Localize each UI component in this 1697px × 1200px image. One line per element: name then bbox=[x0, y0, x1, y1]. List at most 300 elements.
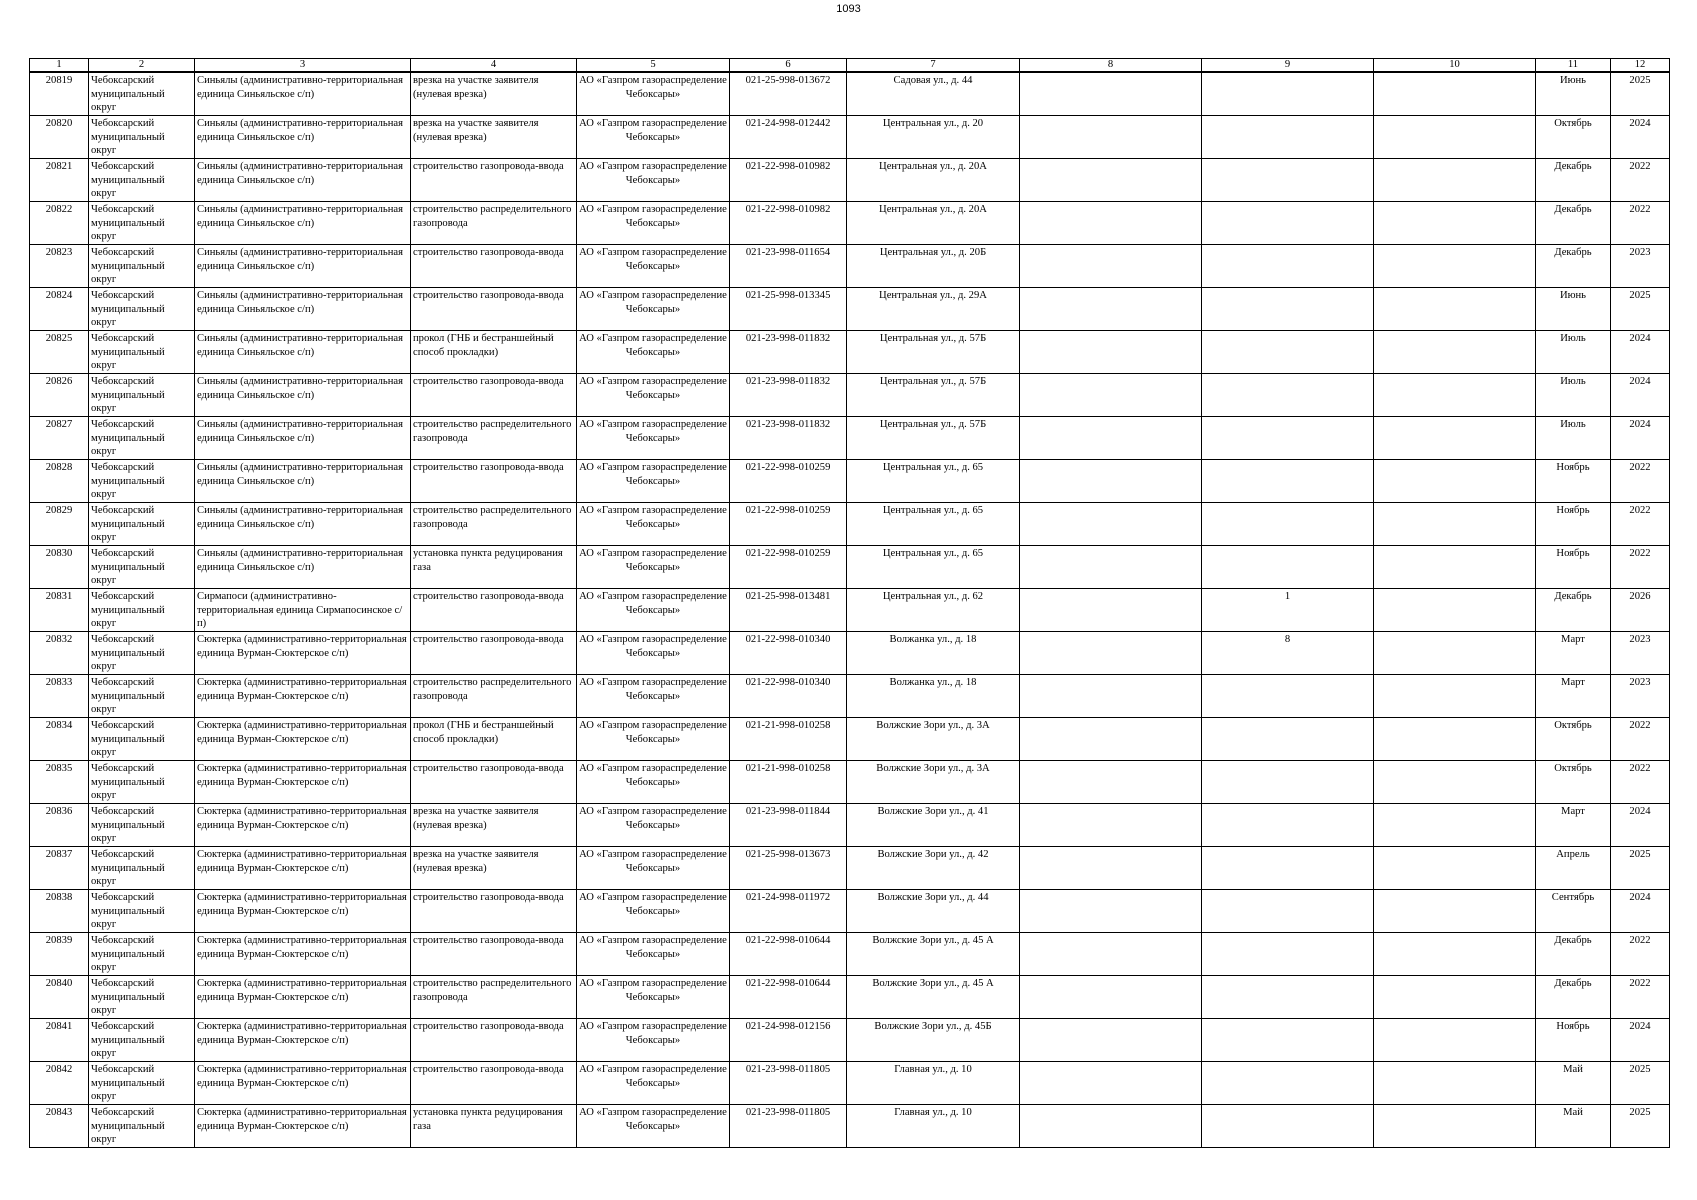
column-9-cell bbox=[1202, 1019, 1374, 1062]
column-8-cell bbox=[1020, 933, 1202, 976]
settlement-cell-text: Синьялы (административно-территориальная единица Синьяльское с/п) bbox=[197, 290, 403, 315]
address-cell bbox=[847, 1105, 1020, 1148]
column-10-cell-text bbox=[1376, 246, 1533, 286]
organization-cell-text: АО «Газпром газораспределение Чебоксары» bbox=[579, 290, 727, 315]
address-cell bbox=[847, 890, 1020, 933]
column-9-cell-text: 1 bbox=[1284, 591, 1291, 602]
settlement-cell-text: Синьялы (административно-территориальная единица Синьяльское с/п) bbox=[197, 548, 403, 573]
year-cell-text: 2023 bbox=[1629, 634, 1651, 645]
month-cell-text: Ноябрь bbox=[1556, 548, 1590, 559]
district-cell bbox=[89, 718, 195, 761]
month-cell bbox=[1536, 847, 1611, 890]
table-row bbox=[30, 546, 1670, 589]
district-cell-text: Чебоксарский муниципальный округ bbox=[91, 462, 165, 501]
application-code-cell-text: 021-21-998-010258 bbox=[745, 720, 831, 731]
column-header: 5 bbox=[577, 59, 730, 73]
organization-cell bbox=[577, 1105, 730, 1148]
record-number-text: 20825 bbox=[45, 333, 73, 344]
address-cell bbox=[847, 245, 1020, 288]
year-cell-text: 2022 bbox=[1629, 935, 1651, 946]
column-10-cell bbox=[1374, 159, 1536, 202]
application-code-cell-text: 021-24-998-011972 bbox=[745, 892, 831, 903]
column-10-cell-text bbox=[1376, 633, 1533, 673]
settlement-cell bbox=[195, 288, 411, 331]
organization-cell bbox=[577, 718, 730, 761]
record-number bbox=[30, 331, 89, 374]
column-9-cell-text bbox=[1204, 934, 1371, 974]
application-code-cell bbox=[730, 202, 847, 245]
column-8-cell bbox=[1020, 847, 1202, 890]
application-code-cell-text: 021-22-998-010340 bbox=[745, 677, 831, 688]
organization-cell-text: АО «Газпром газораспределение Чебоксары» bbox=[579, 634, 727, 659]
record-number-text: 20835 bbox=[45, 763, 73, 774]
record-number-text: 20821 bbox=[45, 161, 73, 172]
district-cell-text: Чебоксарский муниципальный округ bbox=[91, 935, 165, 974]
year-cell-text: 2024 bbox=[1629, 892, 1651, 903]
column-10-cell bbox=[1374, 546, 1536, 589]
district-cell-text: Чебоксарский муниципальный округ bbox=[91, 634, 165, 673]
column-10-cell-text bbox=[1376, 848, 1533, 888]
column-8-cell bbox=[1020, 460, 1202, 503]
month-cell-text: Июль bbox=[1560, 419, 1586, 430]
work-type-cell-text: строительство газопровода-ввода bbox=[413, 763, 564, 774]
address-cell-text: Центральная ул., д. 65 bbox=[882, 548, 984, 559]
month-cell bbox=[1536, 245, 1611, 288]
organization-cell bbox=[577, 632, 730, 675]
record-number-text: 20831 bbox=[45, 591, 73, 602]
settlement-cell-text: Сюктерка (административно-территориальная единица Вурман-Сюктерское с/п) bbox=[197, 1064, 407, 1089]
column-10-cell-text bbox=[1376, 418, 1533, 458]
address-cell-text: Центральная ул., д. 20Б bbox=[879, 247, 987, 258]
column-8-cell bbox=[1020, 1105, 1202, 1148]
district-cell bbox=[89, 976, 195, 1019]
address-cell-text: Главная ул., д. 10 bbox=[894, 1064, 972, 1075]
year-cell-text: 2022 bbox=[1629, 161, 1651, 172]
column-10-cell-text bbox=[1376, 74, 1533, 114]
district-cell-text: Чебоксарский муниципальный округ bbox=[91, 591, 165, 630]
column-10-cell bbox=[1374, 202, 1536, 245]
table-row bbox=[30, 1019, 1670, 1062]
column-9-cell-text bbox=[1204, 1063, 1371, 1103]
organization-cell-text: АО «Газпром газораспределение Чебоксары» bbox=[579, 462, 727, 487]
table-row bbox=[30, 761, 1670, 804]
month-cell-text: Июнь bbox=[1559, 290, 1587, 301]
column-10-cell bbox=[1374, 1105, 1536, 1148]
column-8-cell bbox=[1020, 632, 1202, 675]
column-header: 12 bbox=[1611, 59, 1670, 73]
column-8-cell bbox=[1020, 1019, 1202, 1062]
column-header: 8 bbox=[1020, 59, 1202, 73]
column-10-cell-text bbox=[1376, 504, 1533, 544]
district-cell bbox=[89, 675, 195, 718]
column-10-cell bbox=[1374, 933, 1536, 976]
table-row bbox=[30, 245, 1670, 288]
table-header bbox=[30, 59, 1670, 73]
column-10-cell bbox=[1374, 718, 1536, 761]
application-code-cell bbox=[730, 761, 847, 804]
organization-cell bbox=[577, 890, 730, 933]
organization-cell-text: АО «Газпром газораспределение Чебоксары» bbox=[579, 849, 727, 874]
record-number-text: 20838 bbox=[45, 892, 73, 903]
settlement-cell-text: Сюктерка (административно-территориальная единица Вурман-Сюктерское с/п) bbox=[197, 1107, 407, 1132]
month-cell bbox=[1536, 718, 1611, 761]
month-cell bbox=[1536, 72, 1611, 116]
organization-cell-text: АО «Газпром газораспределение Чебоксары» bbox=[579, 376, 727, 401]
record-number bbox=[30, 460, 89, 503]
work-type-cell-text: строительство распределительного газопровода bbox=[413, 419, 572, 444]
work-type-cell-text: врезка на участке заявителя (нулевая врезка) bbox=[413, 118, 539, 143]
column-9-cell-text bbox=[1204, 246, 1371, 286]
year-cell-text: 2025 bbox=[1629, 75, 1651, 86]
address-cell-text: Волжские Зори ул., д. 45 А bbox=[872, 935, 994, 946]
month-cell-text: Март bbox=[1561, 806, 1585, 817]
district-cell bbox=[89, 460, 195, 503]
organization-cell-text: АО «Газпром газораспределение Чебоксары» bbox=[579, 720, 727, 745]
record-number bbox=[30, 245, 89, 288]
column-9-cell bbox=[1202, 761, 1374, 804]
application-code-cell-text: 021-23-998-011654 bbox=[745, 247, 831, 258]
column-8-cell-text bbox=[1022, 461, 1199, 501]
record-number-text: 20834 bbox=[45, 720, 73, 731]
work-type-cell-text: установка пункта редуцирования газа bbox=[413, 1107, 563, 1132]
record-number bbox=[30, 1105, 89, 1148]
record-number-text: 20822 bbox=[45, 204, 73, 215]
year-cell bbox=[1611, 933, 1670, 976]
application-code-cell bbox=[730, 417, 847, 460]
work-type-cell bbox=[411, 976, 577, 1019]
column-9-cell-text bbox=[1204, 977, 1371, 1017]
column-header: 3 bbox=[195, 59, 411, 73]
district-cell-text: Чебоксарский муниципальный округ bbox=[91, 892, 165, 931]
table-row bbox=[30, 116, 1670, 159]
year-cell-text: 2023 bbox=[1629, 677, 1651, 688]
column-8-cell-text bbox=[1022, 676, 1199, 716]
year-cell bbox=[1611, 890, 1670, 933]
address-cell bbox=[847, 202, 1020, 245]
month-cell-text: Декабрь bbox=[1554, 935, 1592, 946]
record-number bbox=[30, 546, 89, 589]
application-code-cell-text: 021-22-998-010259 bbox=[745, 462, 831, 473]
record-number bbox=[30, 890, 89, 933]
work-type-cell bbox=[411, 804, 577, 847]
settlement-cell bbox=[195, 761, 411, 804]
record-number-text: 20823 bbox=[45, 247, 73, 258]
settlement-cell bbox=[195, 976, 411, 1019]
work-type-cell-text: прокол (ГНБ и бестраншейный способ прокладки) bbox=[413, 720, 554, 745]
column-8-cell-text bbox=[1022, 74, 1199, 114]
column-9-cell-text bbox=[1204, 1020, 1371, 1060]
application-code-cell-text: 021-23-998-011832 bbox=[745, 419, 831, 430]
application-code-cell-text: 021-21-998-010258 bbox=[745, 763, 831, 774]
record-number-text: 20843 bbox=[45, 1107, 73, 1118]
application-code-cell-text: 021-25-998-013672 bbox=[745, 75, 831, 86]
work-type-cell-text: строительство газопровода-ввода bbox=[413, 1021, 564, 1032]
record-number-text: 20829 bbox=[45, 505, 73, 516]
table-row bbox=[30, 718, 1670, 761]
settlement-cell bbox=[195, 460, 411, 503]
column-10-cell-text bbox=[1376, 547, 1533, 587]
column-8-cell-text bbox=[1022, 547, 1199, 587]
application-code-cell-text: 021-23-998-011832 bbox=[745, 376, 831, 387]
column-8-cell bbox=[1020, 718, 1202, 761]
organization-cell bbox=[577, 374, 730, 417]
column-8-cell-text bbox=[1022, 633, 1199, 673]
address-cell bbox=[847, 1019, 1020, 1062]
application-code-cell bbox=[730, 933, 847, 976]
column-9-cell-text bbox=[1204, 332, 1371, 372]
column-10-cell-text bbox=[1376, 1106, 1533, 1146]
settlement-cell bbox=[195, 245, 411, 288]
column-10-cell-text bbox=[1376, 977, 1533, 1017]
settlement-cell-text: Сирмапоси (административно-территориальная единица Сирмапосинское с/п) bbox=[197, 591, 403, 630]
address-cell bbox=[847, 374, 1020, 417]
address-cell bbox=[847, 460, 1020, 503]
application-code-cell bbox=[730, 976, 847, 1019]
table-row bbox=[30, 72, 1670, 116]
column-10-cell bbox=[1374, 245, 1536, 288]
year-cell-text: 2022 bbox=[1629, 548, 1651, 559]
organization-cell-text: АО «Газпром газораспределение Чебоксары» bbox=[579, 763, 727, 788]
work-type-cell-text: строительство газопровода-ввода bbox=[413, 935, 564, 946]
month-cell-text: Декабрь bbox=[1554, 161, 1592, 172]
month-cell-text: Октябрь bbox=[1554, 720, 1592, 731]
month-cell-text: Июнь bbox=[1559, 75, 1587, 86]
column-9-cell-text bbox=[1204, 762, 1371, 802]
organization-cell-text: АО «Газпром газораспределение Чебоксары» bbox=[579, 935, 727, 960]
column-8-cell-text bbox=[1022, 805, 1199, 845]
column-10-cell bbox=[1374, 589, 1536, 632]
month-cell bbox=[1536, 417, 1611, 460]
column-9-cell bbox=[1202, 116, 1374, 159]
work-type-cell-text: прокол (ГНБ и бестраншейный способ прокладки) bbox=[413, 333, 554, 358]
year-cell-text: 2025 bbox=[1629, 1107, 1651, 1118]
application-code-cell-text: 021-22-998-010259 bbox=[745, 548, 831, 559]
address-cell bbox=[847, 116, 1020, 159]
application-code-cell-text: 021-24-998-012156 bbox=[745, 1021, 831, 1032]
month-cell-text: Ноябрь bbox=[1556, 505, 1590, 516]
application-code-cell-text: 021-22-998-010644 bbox=[745, 978, 831, 989]
work-type-cell-text: строительство распределительного газопровода bbox=[413, 505, 572, 530]
settlement-cell-text: Синьялы (административно-территориальная единица Синьяльское с/п) bbox=[197, 118, 403, 143]
record-number-text: 20832 bbox=[45, 634, 73, 645]
work-type-cell bbox=[411, 245, 577, 288]
settlement-cell bbox=[195, 1019, 411, 1062]
district-cell bbox=[89, 1062, 195, 1105]
settlement-cell-text: Сюктерка (административно-территориальная единица Вурман-Сюктерское с/п) bbox=[197, 806, 407, 831]
address-cell bbox=[847, 546, 1020, 589]
application-code-cell bbox=[730, 589, 847, 632]
year-cell bbox=[1611, 245, 1670, 288]
application-code-cell bbox=[730, 718, 847, 761]
settlement-cell bbox=[195, 933, 411, 976]
district-cell-text: Чебоксарский муниципальный округ bbox=[91, 333, 165, 372]
year-cell-text: 2024 bbox=[1629, 806, 1651, 817]
application-code-cell bbox=[730, 245, 847, 288]
settlement-cell bbox=[195, 1062, 411, 1105]
year-cell bbox=[1611, 116, 1670, 159]
organization-cell bbox=[577, 159, 730, 202]
column-10-cell-text bbox=[1376, 375, 1533, 415]
organization-cell-text: АО «Газпром газораспределение Чебоксары» bbox=[579, 333, 727, 358]
settlement-cell bbox=[195, 159, 411, 202]
district-cell-text: Чебоксарский муниципальный округ bbox=[91, 978, 165, 1017]
record-number-text: 20839 bbox=[45, 935, 73, 946]
column-10-cell bbox=[1374, 1019, 1536, 1062]
month-cell-text: Декабрь bbox=[1554, 204, 1592, 215]
application-code-cell-text: 021-22-998-010644 bbox=[745, 935, 831, 946]
record-number-text: 20827 bbox=[45, 419, 73, 430]
district-cell-text: Чебоксарский муниципальный округ bbox=[91, 720, 165, 759]
column-9-cell-text bbox=[1204, 547, 1371, 587]
organization-cell-text: АО «Газпром газораспределение Чебоксары» bbox=[579, 806, 727, 831]
year-cell bbox=[1611, 460, 1670, 503]
year-cell-text: 2022 bbox=[1629, 763, 1651, 774]
year-cell bbox=[1611, 202, 1670, 245]
column-9-cell-text bbox=[1204, 418, 1371, 458]
work-type-cell bbox=[411, 1019, 577, 1062]
year-cell-text: 2025 bbox=[1629, 1064, 1651, 1075]
month-cell bbox=[1536, 331, 1611, 374]
column-header: 4 bbox=[411, 59, 577, 73]
organization-cell-text: АО «Газпром газораспределение Чебоксары» bbox=[579, 978, 727, 1003]
settlement-cell-text: Синьялы (административно-территориальная единица Синьяльское с/п) bbox=[197, 505, 403, 530]
month-cell bbox=[1536, 202, 1611, 245]
work-type-cell bbox=[411, 503, 577, 546]
column-9-cell-text bbox=[1204, 461, 1371, 501]
work-type-cell bbox=[411, 202, 577, 245]
organization-cell-text: АО «Газпром газораспределение Чебоксары» bbox=[579, 118, 727, 143]
column-9-cell-text bbox=[1204, 719, 1371, 759]
column-9-cell bbox=[1202, 1105, 1374, 1148]
table-row bbox=[30, 288, 1670, 331]
organization-cell bbox=[577, 933, 730, 976]
month-cell-text: Ноябрь bbox=[1556, 462, 1590, 473]
column-9-cell bbox=[1202, 718, 1374, 761]
district-cell bbox=[89, 761, 195, 804]
column-10-cell-text bbox=[1376, 203, 1533, 243]
application-code-cell bbox=[730, 503, 847, 546]
column-9-cell bbox=[1202, 503, 1374, 546]
settlement-cell-text: Сюктерка (административно-территориальная единица Вурман-Сюктерское с/п) bbox=[197, 720, 407, 745]
table-row bbox=[30, 890, 1670, 933]
application-code-cell-text: 021-22-998-010259 bbox=[745, 505, 831, 516]
application-code-cell bbox=[730, 546, 847, 589]
district-cell-text: Чебоксарский муниципальный округ bbox=[91, 419, 165, 458]
column-9-cell bbox=[1202, 331, 1374, 374]
work-type-cell-text: установка пункта редуцирования газа bbox=[413, 548, 563, 573]
district-cell bbox=[89, 1105, 195, 1148]
year-cell-text: 2026 bbox=[1629, 591, 1651, 602]
record-number-text: 20826 bbox=[45, 376, 73, 387]
settlement-cell bbox=[195, 1105, 411, 1148]
column-9-cell bbox=[1202, 589, 1374, 632]
year-cell bbox=[1611, 632, 1670, 675]
organization-cell bbox=[577, 202, 730, 245]
year-cell-text: 2022 bbox=[1629, 505, 1651, 516]
settlement-cell bbox=[195, 675, 411, 718]
work-type-cell-text: строительство газопровода-ввода bbox=[413, 892, 564, 903]
month-cell bbox=[1536, 1019, 1611, 1062]
address-cell bbox=[847, 675, 1020, 718]
organization-cell bbox=[577, 460, 730, 503]
address-cell-text: Волжанка ул., д. 18 bbox=[889, 634, 977, 645]
column-9-cell-text bbox=[1204, 289, 1371, 329]
address-cell bbox=[847, 718, 1020, 761]
month-cell-text: Октябрь bbox=[1554, 118, 1592, 129]
address-cell bbox=[847, 761, 1020, 804]
month-cell-text: Декабрь bbox=[1554, 591, 1592, 602]
column-8-cell bbox=[1020, 675, 1202, 718]
year-cell bbox=[1611, 159, 1670, 202]
organization-cell bbox=[577, 116, 730, 159]
column-8-cell bbox=[1020, 331, 1202, 374]
column-10-cell-text bbox=[1376, 676, 1533, 716]
column-10-cell bbox=[1374, 116, 1536, 159]
column-9-cell bbox=[1202, 890, 1374, 933]
application-code-cell-text: 021-23-998-011832 bbox=[745, 333, 831, 344]
month-cell bbox=[1536, 374, 1611, 417]
table-row bbox=[30, 804, 1670, 847]
district-cell bbox=[89, 72, 195, 116]
page-number: 1093 bbox=[836, 3, 861, 15]
column-10-cell bbox=[1374, 417, 1536, 460]
month-cell bbox=[1536, 460, 1611, 503]
district-cell bbox=[89, 374, 195, 417]
column-10-cell bbox=[1374, 1062, 1536, 1105]
address-cell bbox=[847, 933, 1020, 976]
column-9-cell bbox=[1202, 460, 1374, 503]
application-code-cell bbox=[730, 675, 847, 718]
work-type-cell bbox=[411, 1105, 577, 1148]
organization-cell-text: АО «Газпром газораспределение Чебоксары» bbox=[579, 161, 727, 186]
district-cell bbox=[89, 288, 195, 331]
district-cell-text: Чебоксарский муниципальный округ bbox=[91, 118, 165, 157]
district-cell-text: Чебоксарский муниципальный округ bbox=[91, 290, 165, 329]
column-9-cell bbox=[1202, 546, 1374, 589]
month-cell bbox=[1536, 288, 1611, 331]
application-code-cell bbox=[730, 331, 847, 374]
settlement-cell bbox=[195, 546, 411, 589]
organization-cell bbox=[577, 675, 730, 718]
year-cell-text: 2022 bbox=[1629, 462, 1651, 473]
column-8-cell-text bbox=[1022, 332, 1199, 372]
settlement-cell-text: Сюктерка (административно-территориальная единица Вурман-Сюктерское с/п) bbox=[197, 677, 407, 702]
organization-cell-text: АО «Газпром газораспределение Чебоксары» bbox=[579, 247, 727, 272]
settlement-cell-text: Сюктерка (административно-территориальная единица Вурман-Сюктерское с/п) bbox=[197, 849, 407, 874]
record-number bbox=[30, 503, 89, 546]
work-type-cell bbox=[411, 933, 577, 976]
work-type-cell-text: врезка на участке заявителя (нулевая врезка) bbox=[413, 849, 539, 874]
address-cell-text: Волжские Зори ул., д. 3А bbox=[876, 763, 990, 774]
record-number-text: 20824 bbox=[45, 290, 73, 301]
work-type-cell-text: строительство газопровода-ввода bbox=[413, 591, 564, 602]
settlement-cell bbox=[195, 890, 411, 933]
column-8-cell bbox=[1020, 116, 1202, 159]
year-cell-text: 2023 bbox=[1629, 247, 1651, 258]
application-code-cell bbox=[730, 804, 847, 847]
district-cell-text: Чебоксарский муниципальный округ bbox=[91, 247, 165, 286]
year-cell-text: 2022 bbox=[1629, 978, 1651, 989]
column-8-cell-text bbox=[1022, 977, 1199, 1017]
address-cell-text: Центральная ул., д. 20А bbox=[879, 161, 987, 172]
month-cell-text: Декабрь bbox=[1554, 978, 1592, 989]
district-cell-text: Чебоксарский муниципальный округ bbox=[91, 677, 165, 716]
column-header: 9 bbox=[1202, 59, 1374, 73]
column-10-cell-text bbox=[1376, 461, 1533, 501]
column-10-cell-text bbox=[1376, 934, 1533, 974]
column-8-cell-text bbox=[1022, 1063, 1199, 1103]
column-8-cell bbox=[1020, 417, 1202, 460]
